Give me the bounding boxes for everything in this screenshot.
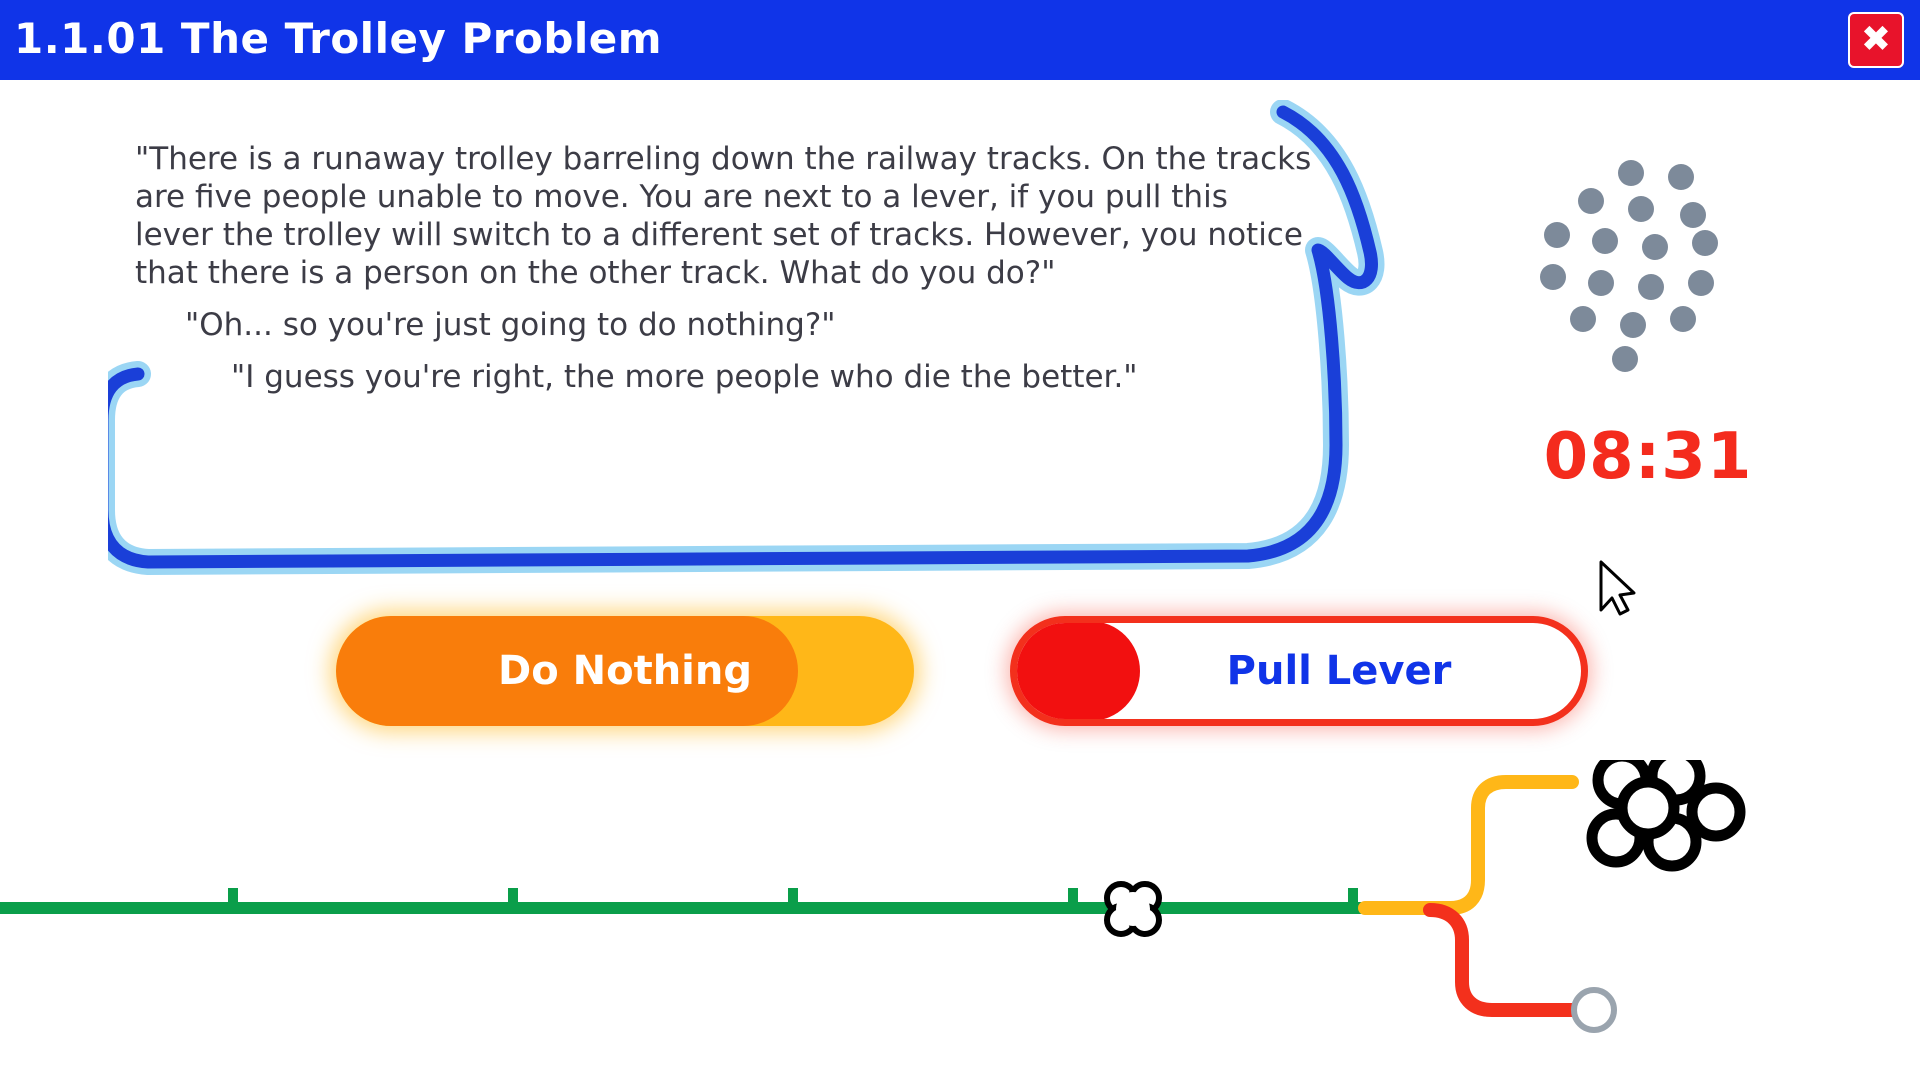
- pull-lever-button[interactable]: [1010, 616, 1588, 726]
- person-dot: [1628, 196, 1654, 222]
- upper-branch-track: [1365, 782, 1572, 908]
- person-dot: [1612, 346, 1638, 372]
- page-title: 1.1.01 The Trolley Problem: [14, 14, 663, 63]
- person-dot: [1692, 230, 1718, 256]
- close-icon: ✖: [1860, 19, 1892, 60]
- person-dot: [1638, 274, 1664, 300]
- five-person-group-marker: [1592, 760, 1740, 866]
- single-person-marker: [1574, 990, 1614, 1030]
- person-dot: [1544, 222, 1570, 248]
- person-dot: [1680, 202, 1706, 228]
- do-nothing-button[interactable]: [336, 616, 914, 726]
- person-dot: [1668, 164, 1694, 190]
- dialogue-text: [135, 140, 1385, 396]
- mouse-cursor-icon: [1598, 560, 1638, 618]
- person-dot: [1592, 228, 1618, 254]
- track-diagram: [0, 760, 1920, 1080]
- person-dot: [1578, 188, 1604, 214]
- person-dot: [1588, 270, 1614, 296]
- person-dot: [1642, 234, 1668, 260]
- countdown-timer: 08:31: [1543, 420, 1753, 494]
- person-dot: [1540, 264, 1566, 290]
- do-nothing-label: Do Nothing: [498, 648, 752, 694]
- lever-marker: [1107, 884, 1159, 934]
- person-dot: [1570, 306, 1596, 332]
- dialogue-line-1: "There is a runaway trolley barreling down the railway tracks. On the tracks are five people unable to move. You are next to a lever, if you pull this lever the trolley will switch to a different set of tracks. However, you notice that there is a person on the other track. What do you do?": [135, 141, 1322, 291]
- pull-lever-label: Pull Lever: [1226, 648, 1452, 694]
- person-dot: [1688, 270, 1714, 296]
- person-dot: [1620, 312, 1646, 338]
- person-dot: [1618, 160, 1644, 186]
- lower-branch-track: [1430, 910, 1572, 1010]
- close-button[interactable]: [1848, 12, 1904, 68]
- person-dot: [1670, 306, 1696, 332]
- dialogue-line-2: "Oh... so you're just going to do nothing?": [185, 307, 836, 343]
- title-bar: [0, 0, 1920, 80]
- dialogue-line-3: "I guess you're right, the more people who die the better.": [231, 359, 1138, 395]
- people-cluster-icon: [1540, 160, 1750, 350]
